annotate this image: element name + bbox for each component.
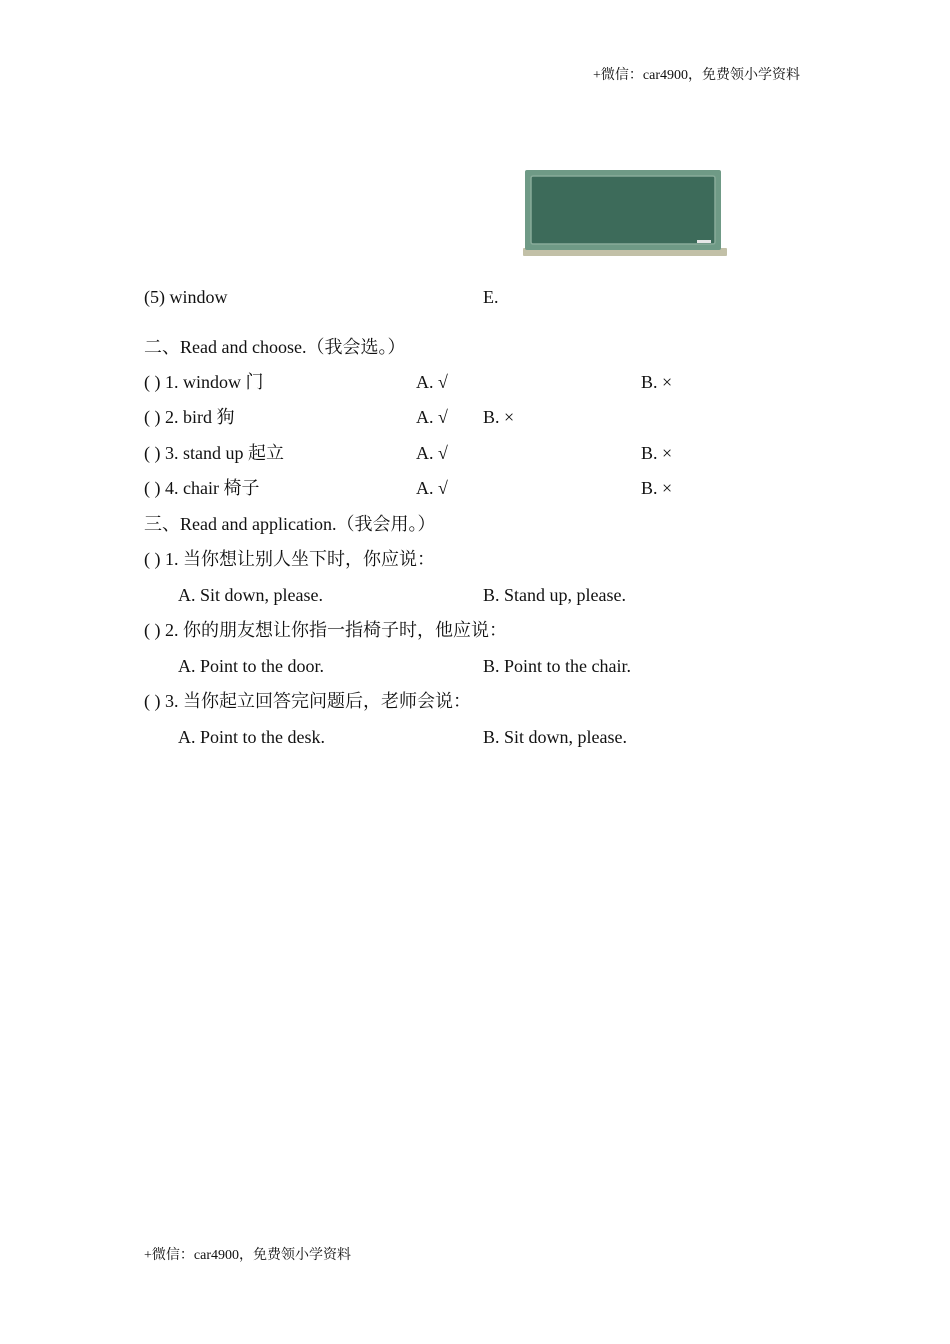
s3-q3-option-a: A. Point to the desk. — [178, 727, 325, 747]
blackboard-icon — [521, 170, 729, 260]
s3-q1-stem: ( ) 1. 当你想让别人坐下时，你应说： — [144, 549, 435, 569]
s2-q3-option-a: A. √ — [416, 443, 448, 463]
header-watermark: +微信：car4900，免费领小学资料 — [593, 68, 800, 83]
s2-q3-option-b: B. × — [641, 443, 673, 463]
footer-watermark: +微信：car4900，免费领小学资料 — [144, 1248, 351, 1263]
s2-q2-option-b: B. × — [483, 407, 515, 427]
s2-q4-option-b: B. × — [641, 478, 673, 498]
s2-q1-option-a: A. √ — [416, 372, 448, 392]
s2-q2-stem: ( ) 2. bird 狗 — [144, 407, 235, 427]
s2-q4-option-a: A. √ — [416, 478, 448, 498]
s3-q2-option-a: A. Point to the door. — [178, 656, 325, 676]
s2-q1-option-b: B. × — [641, 372, 673, 392]
s2-q2-option-a: A. √ — [416, 407, 448, 427]
match-item-5-word: (5) window — [144, 287, 228, 307]
s3-q2-stem: ( ) 2. 你的朋友想让你指一指椅子时，他应说： — [144, 620, 507, 640]
s2-q3-stem: ( ) 3. stand up 起立 — [144, 443, 284, 463]
s2-q4-stem: ( ) 4. chair 椅子 — [144, 478, 260, 498]
s3-q3-stem: ( ) 3. 当你起立回答完问题后，老师会说： — [144, 691, 471, 711]
s3-q3-option-b: B. Sit down, please. — [483, 727, 627, 747]
s3-q1-option-b: B. Stand up, please. — [483, 585, 626, 605]
section-3-title: 三、Read and application.（我会用。） — [144, 514, 436, 534]
s2-q1-stem: ( ) 1. window 门 — [144, 372, 264, 392]
s3-q2-option-b: B. Point to the chair. — [483, 656, 631, 676]
match-item-5-letter: E. — [483, 287, 499, 307]
section-2-title: 二、Read and choose.（我会选。） — [144, 337, 406, 357]
s3-q1-option-a: A. Sit down, please. — [178, 585, 323, 605]
